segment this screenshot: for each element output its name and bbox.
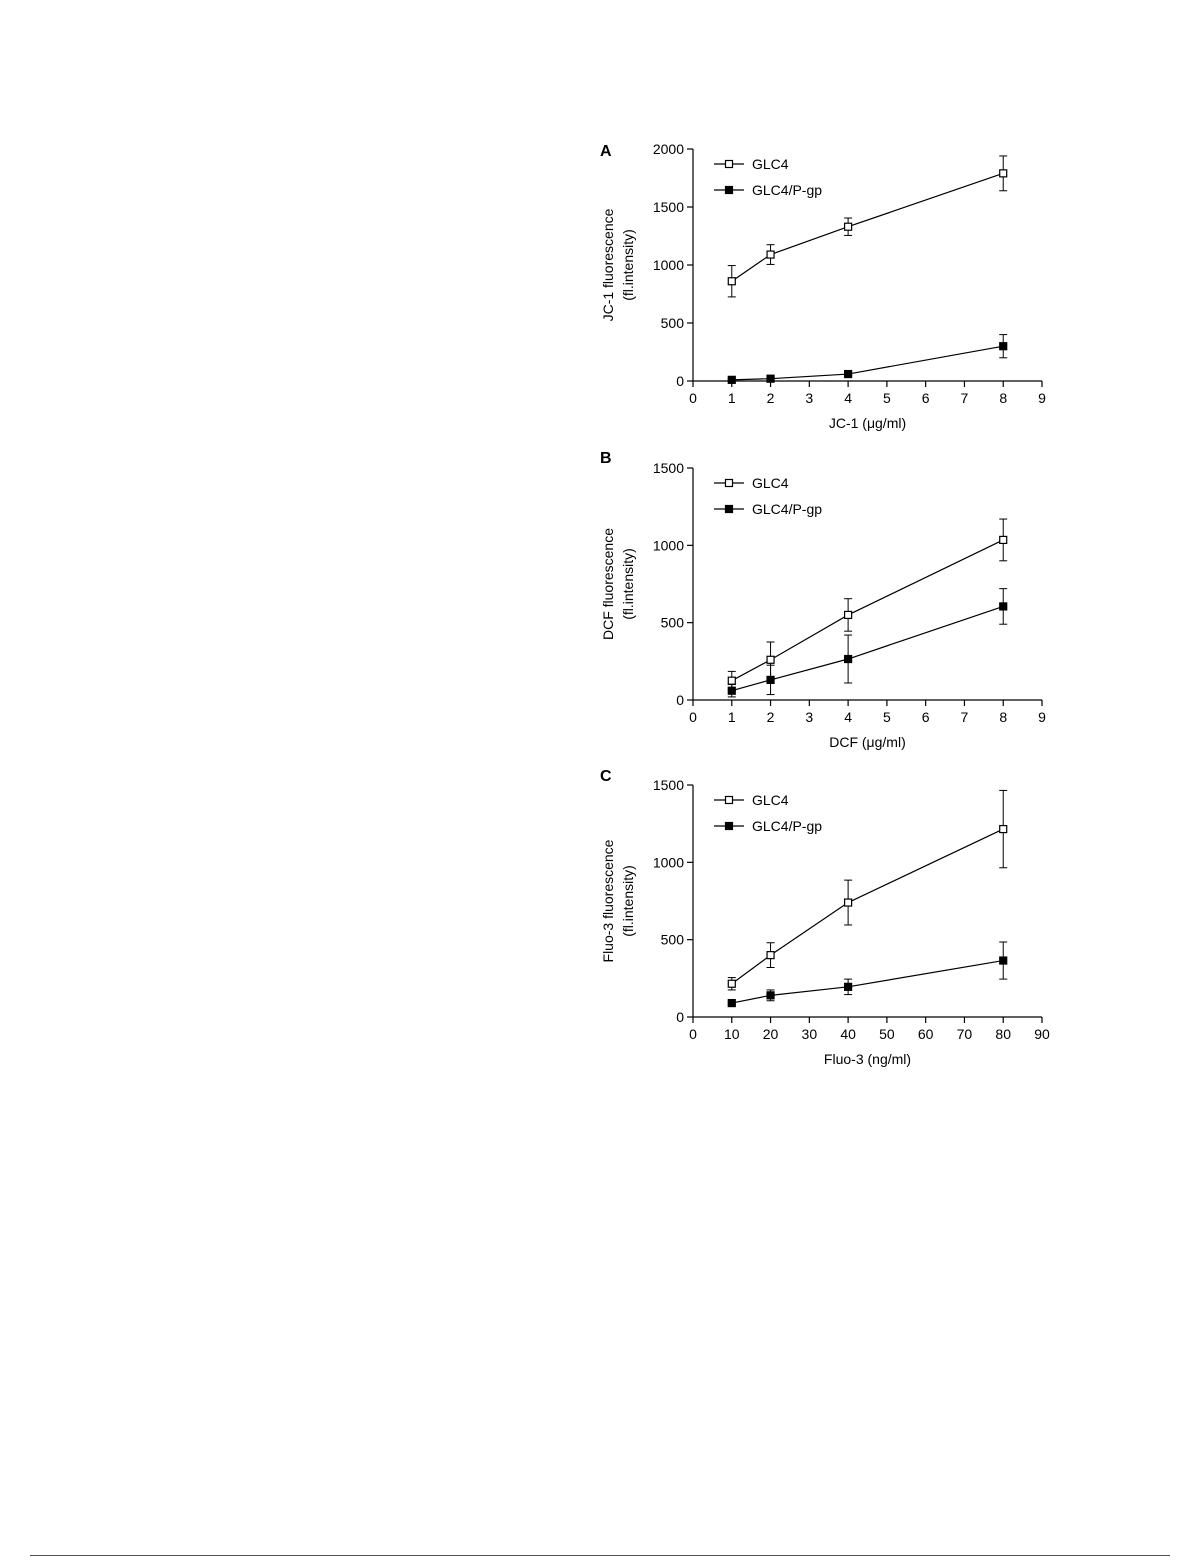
data-point-open-square [728, 980, 735, 987]
y-tick-label: 500 [660, 315, 684, 331]
x-tick-label: 0 [689, 709, 697, 725]
x-axis-title: JC-1 (μg/ml) [828, 415, 907, 431]
x-tick-label: 6 [921, 390, 930, 406]
x-tick-label: 6 [921, 709, 930, 725]
x-tick-label: 0 [689, 390, 697, 406]
data-point-open-square [1000, 826, 1007, 833]
data-point-filled-square [1000, 957, 1007, 964]
x-tick-label: 3 [805, 709, 814, 725]
chart-panel-a [600, 141, 1046, 431]
x-tick-label: 1 [727, 390, 736, 406]
x-tick-label: 2 [766, 390, 775, 406]
data-point-open-square [845, 611, 852, 618]
data-point-open-square [1000, 170, 1007, 177]
data-point-filled-square [1000, 343, 1007, 350]
x-tick-label: 7 [960, 709, 969, 725]
x-tick-label: 2 [766, 709, 775, 725]
series-glc4-pgp [728, 589, 1007, 697]
y-tick-label: 1000 [652, 537, 684, 554]
y-tick-label: 1000 [652, 257, 684, 273]
y-axis-title-line-1: JC-1 fluorescence [600, 208, 616, 322]
data-point-open-square [845, 223, 852, 230]
data-point-filled-square [728, 1000, 735, 1007]
x-tick-label: 40 [840, 1026, 856, 1042]
legend-marker-open-square [726, 161, 733, 168]
y-tick-label: 1000 [652, 854, 684, 871]
y-tick-label: 500 [660, 614, 684, 631]
chart-panel-b [600, 450, 1046, 750]
y-axis-title-line-1: DCF fluorescence [600, 527, 616, 641]
y-axis-title-line-2: (fl.intensity) [620, 865, 636, 937]
series-line [732, 829, 1003, 984]
y-tick-label: 1500 [652, 460, 684, 476]
x-tick-label: 60 [917, 1026, 934, 1042]
x-tick-label: 20 [762, 1026, 779, 1042]
x-tick-label: 9 [1038, 709, 1046, 725]
legend-marker-filled-square [726, 823, 733, 830]
page-bottom-rule [30, 1555, 1170, 1556]
y-axis-title-line-2: (fl.intensity) [620, 229, 636, 301]
panel-letter: B [600, 450, 612, 467]
y-tick-label: 1500 [652, 777, 684, 793]
x-tick-label: 1 [727, 709, 736, 725]
panel-letter: C [600, 768, 612, 785]
y-tick-label: 1500 [652, 199, 684, 215]
legend-label: GLC4/P-gp [752, 818, 823, 834]
legend-marker-filled-square [726, 187, 733, 194]
series-glc4-pgp [728, 335, 1007, 384]
data-point-filled-square [728, 376, 735, 383]
data-point-open-square [767, 952, 774, 959]
data-point-filled-square [845, 656, 852, 663]
x-tick-label: 90 [1034, 1026, 1050, 1042]
x-tick-label: 8 [999, 390, 1008, 406]
x-tick-label: 30 [801, 1026, 818, 1042]
data-point-filled-square [845, 983, 852, 990]
legend-item-glc4 [714, 475, 789, 491]
x-tick-label: 50 [879, 1026, 895, 1042]
series-glc4 [728, 519, 1007, 690]
data-point-open-square [845, 899, 852, 906]
y-axis-title-line-1: Fluo-3 fluorescence [600, 839, 616, 963]
data-point-open-square [728, 278, 735, 285]
data-point-open-square [1000, 536, 1007, 543]
legend-item-glc4 [714, 792, 789, 808]
x-tick-label: 0 [689, 1026, 697, 1042]
x-tick-label: 80 [995, 1026, 1012, 1042]
x-tick-label: 70 [956, 1026, 973, 1042]
data-point-open-square [767, 251, 774, 258]
legend-item-glc4-pgp [714, 818, 822, 834]
legend-label: GLC4/P-gp [752, 182, 823, 198]
legend-label: GLC4 [752, 156, 789, 172]
x-tick-label: 7 [960, 390, 969, 406]
y-tick-label: 0 [676, 1009, 684, 1025]
data-point-filled-square [767, 992, 774, 999]
legend-label: GLC4/P-gp [752, 501, 823, 517]
y-tick-label: 2000 [652, 141, 684, 157]
x-axis-title: DCF (μg/ml) [829, 734, 906, 750]
x-tick-label: 4 [844, 709, 853, 725]
y-tick-label: 0 [676, 373, 684, 389]
x-tick-label: 8 [999, 709, 1008, 725]
data-point-filled-square [845, 371, 852, 378]
panel-letter: A [600, 143, 612, 160]
data-point-filled-square [1000, 603, 1007, 610]
data-point-filled-square [767, 375, 774, 382]
x-tick-label: 4 [844, 390, 853, 406]
x-tick-label: 5 [882, 709, 891, 725]
legend-label: GLC4 [752, 475, 789, 491]
x-tick-label: 3 [805, 390, 814, 406]
chart-panel-c [600, 768, 1050, 1067]
legend-label: GLC4 [752, 792, 789, 808]
x-tick-label: 9 [1038, 390, 1046, 406]
y-axis-title-line-2: (fl.intensity) [620, 548, 636, 620]
x-tick-label: 10 [723, 1026, 740, 1042]
legend-marker-filled-square [726, 506, 733, 513]
legend-item-glc4-pgp [714, 182, 822, 198]
legend-item-glc4-pgp [714, 501, 822, 517]
legend-item-glc4 [714, 156, 789, 172]
series-glc4 [728, 156, 1007, 297]
x-tick-label: 5 [882, 390, 891, 406]
legend-marker-open-square [726, 797, 733, 804]
data-point-filled-square [728, 687, 735, 694]
y-tick-label: 0 [676, 692, 684, 708]
data-point-open-square [767, 656, 774, 663]
legend-marker-open-square [726, 480, 733, 487]
y-tick-label: 500 [660, 931, 684, 948]
data-point-open-square [728, 677, 735, 684]
x-axis-title: Fluo-3 (ng/ml) [823, 1051, 912, 1067]
data-point-filled-square [767, 676, 774, 683]
